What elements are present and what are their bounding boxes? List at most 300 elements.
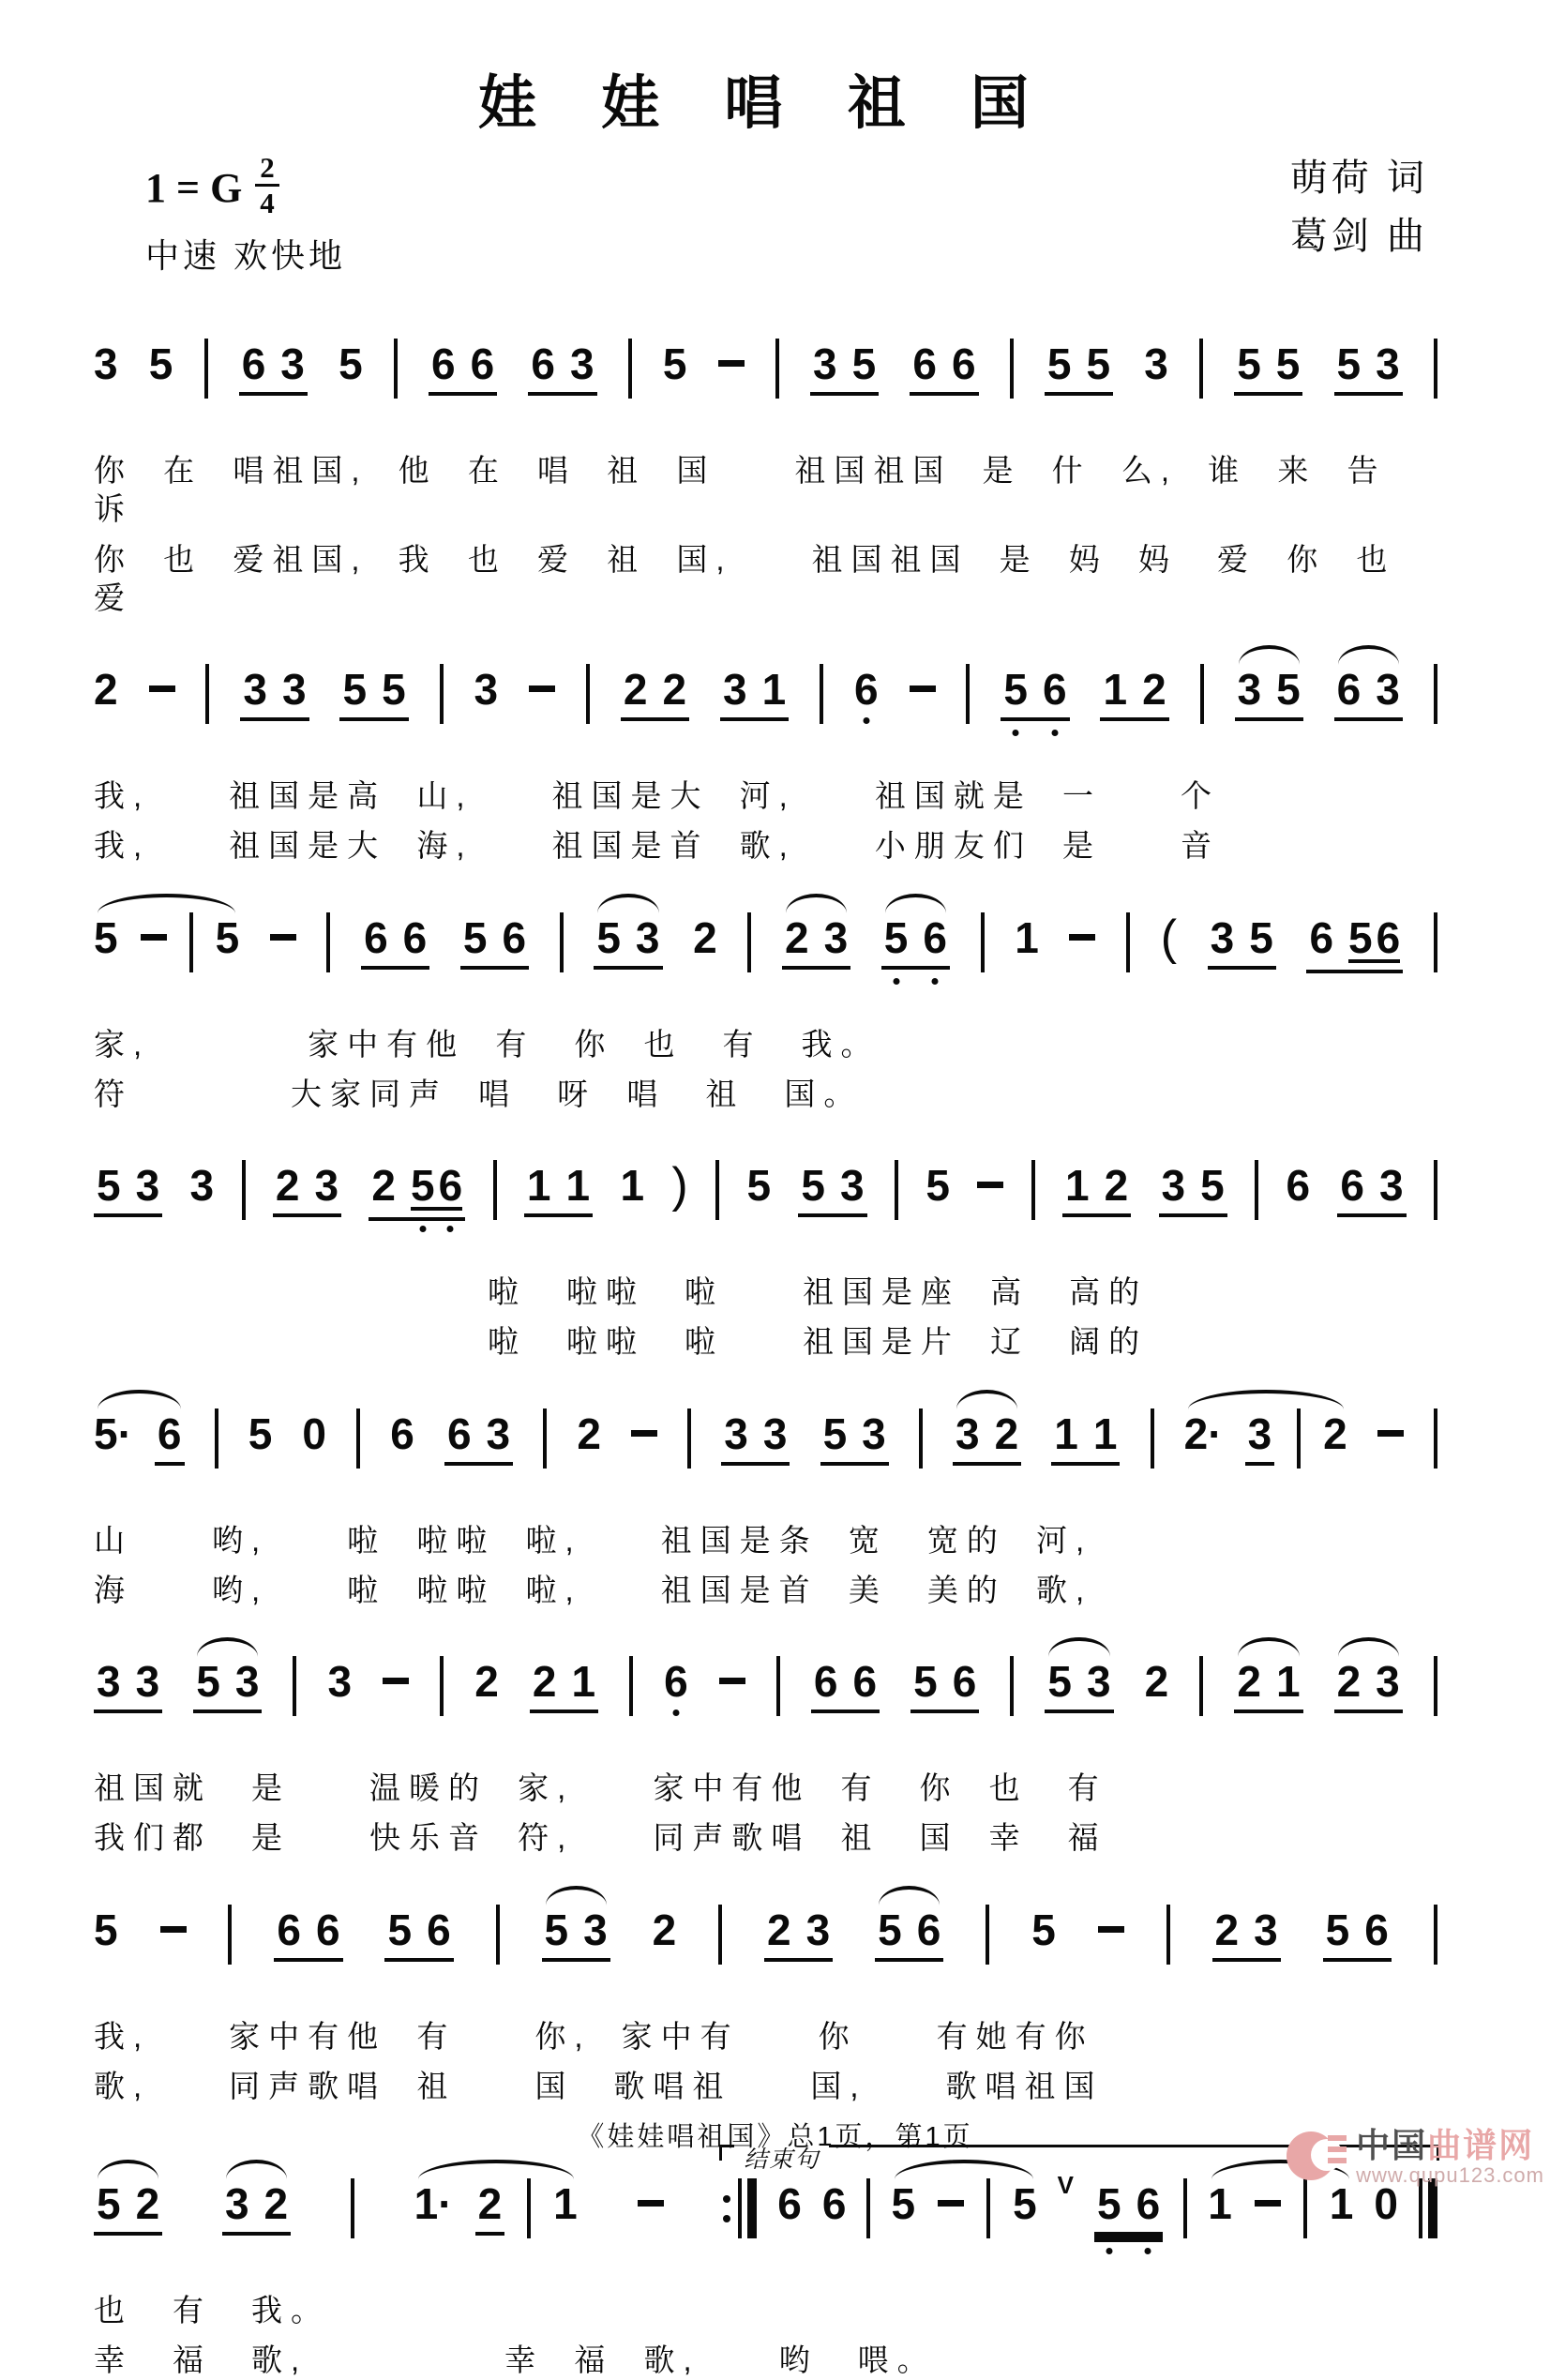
note: 6: [277, 1905, 301, 1954]
note: 1: [1015, 912, 1039, 962]
lyrics-line-2: 我, 祖国是大 海, 祖国是首 歌, 小朋友们 是 音: [94, 828, 1221, 864]
beam-group: [1208, 912, 1276, 970]
music-line: [94, 1632, 1437, 1757]
music-line: [94, 640, 1437, 765]
note: 5: [891, 2179, 916, 2228]
beam-group: [1334, 339, 1403, 396]
note: 6: [446, 1408, 472, 1458]
note: 3: [724, 1408, 748, 1458]
note: 3: [1087, 1657, 1111, 1706]
note: 6: [241, 339, 266, 388]
beam-group: [1245, 1408, 1275, 1466]
note: 5: [1336, 339, 1362, 388]
note: 3: [762, 1408, 788, 1458]
barline: [1183, 2178, 1187, 2238]
note: 5: [97, 2179, 121, 2228]
barline: [242, 1160, 246, 1220]
note: 3: [1210, 912, 1235, 962]
duration-dash: [1098, 1926, 1124, 1933]
logo-bars-shape: [1328, 2135, 1347, 2163]
barline: [560, 912, 564, 972]
beam-group: [798, 1161, 866, 1217]
beam-group: [193, 1657, 262, 1713]
note: 3: [135, 1657, 160, 1706]
note: 6: [502, 912, 527, 962]
note: 5: [97, 1161, 121, 1210]
note: 1: [565, 1161, 591, 1210]
note: 6: [364, 912, 388, 962]
site-name-primary: 中国: [1356, 2126, 1428, 2165]
tempo-marking: 中速 欢快地: [145, 236, 347, 275]
note: 6: [402, 912, 428, 962]
note: 0: [302, 1408, 327, 1458]
credits: [1290, 149, 1428, 265]
beam-group: [1051, 1408, 1120, 1466]
beam-group: [222, 2179, 291, 2236]
tie-slur-group: [891, 2179, 1037, 2238]
note: 6: [912, 339, 937, 388]
tie-slur-group: [94, 1408, 185, 1466]
duration-dash: [141, 934, 167, 941]
barline: [351, 2178, 354, 2238]
note: 6: [1043, 668, 1067, 711]
note: 2: [1323, 1408, 1347, 1458]
beam-group: [411, 1161, 463, 1211]
beam-group: [1334, 1657, 1403, 1713]
note: 6: [1336, 665, 1362, 714]
note: 6: [854, 668, 879, 711]
beam-group: [1045, 339, 1113, 396]
note: 5: [1348, 912, 1373, 962]
duration-dash: [270, 934, 296, 941]
lyricist-credit: 萌荷 词: [1289, 158, 1428, 199]
music-line: [94, 1880, 1437, 2006]
ending-label: 结束句: [734, 2141, 829, 2175]
note: 5: [1047, 1657, 1073, 1706]
tie-slur-group: [414, 2179, 578, 2238]
barline: [493, 1160, 497, 1220]
beam-group: [530, 1657, 598, 1713]
note: 5: [851, 339, 877, 388]
barline: [775, 339, 779, 399]
note: 1: [1103, 665, 1128, 714]
barline: [189, 912, 193, 972]
beam-group: [720, 665, 789, 721]
breath-mark: V: [1057, 2171, 1075, 2199]
watermark-text: [1356, 2127, 1544, 2187]
octave-dot: [672, 1710, 679, 1716]
time-signature-numerator: 2: [255, 153, 279, 187]
note: 2·: [1183, 1408, 1223, 1458]
barline: [966, 664, 970, 724]
note: 0: [1374, 2179, 1398, 2228]
note: 5: [387, 1905, 413, 1954]
beam-group: [528, 339, 596, 396]
note: 3: [224, 2179, 249, 2228]
note: 5: [94, 1905, 118, 1954]
note: 1: [620, 1161, 645, 1210]
beam-group: [239, 339, 308, 396]
barline: [440, 664, 444, 724]
barline: [687, 1408, 691, 1469]
lyrics-line-2: 符 大家同声 唱 呀 唱 祖 国。: [94, 1076, 864, 1111]
music-line: [94, 314, 1437, 440]
note: 6: [1309, 912, 1334, 962]
barline: [293, 1656, 296, 1716]
note: 2: [371, 1161, 396, 1210]
beam-group: [240, 665, 308, 721]
note: 6: [157, 1408, 182, 1458]
lyrics-line-2: 啦 啦啦 啦 祖国是片 辽 阔的: [94, 1324, 1149, 1360]
barline: [628, 339, 632, 399]
note: 5: [1046, 339, 1072, 388]
octave-dot: [419, 1226, 426, 1232]
beam-group: [1323, 1905, 1392, 1962]
note: 3: [281, 665, 307, 714]
parenthesis: ): [671, 1158, 688, 1213]
beam-group: [94, 1657, 162, 1713]
note: 2: [994, 1408, 1019, 1458]
duration-dash: [1377, 1430, 1404, 1437]
lyrics-line-1: 祖国就 是 温暖的 家, 家中有他 有 你 也 有: [94, 1770, 1107, 1805]
octave-dot: [893, 978, 899, 985]
barline: [1126, 912, 1130, 972]
lyrics-line-1: 也 有 我。: [94, 2293, 330, 2327]
note: 1: [1275, 1657, 1301, 1706]
note: 2: [1142, 665, 1166, 714]
beam-group: [369, 1161, 465, 1221]
lyrics-line-2: 你 也 爱祖国, 我 也 爱 祖 国, 祖国祖国 是 妈 妈 爱 你 也 爱: [94, 541, 1426, 615]
beam-group: [1159, 1161, 1227, 1217]
beam-group: [621, 665, 689, 721]
note: 6: [439, 1164, 463, 1207]
note: 3: [234, 1657, 260, 1706]
beam-group: [94, 2179, 162, 2236]
barline: [1010, 1656, 1014, 1716]
system: [94, 1880, 1437, 2106]
time-signature: [255, 153, 279, 218]
barline: [1434, 912, 1437, 972]
barline: [496, 1905, 500, 1965]
note: 5: [342, 665, 368, 714]
note: 1: [1054, 1408, 1078, 1458]
site-logo-icon: [1287, 2124, 1348, 2190]
beam-group: [429, 339, 497, 396]
beam-group: [594, 912, 662, 970]
note: 5: [248, 1408, 273, 1458]
duration-dash: [149, 685, 175, 692]
barline: [986, 2178, 990, 2238]
barline: [1199, 1656, 1203, 1716]
score-header: [94, 149, 1437, 290]
note: 5: [1086, 339, 1111, 388]
duration-dash: [383, 1678, 409, 1684]
score-title: 娃 娃 唱 祖 国: [478, 71, 1053, 136]
barline: [629, 1656, 633, 1716]
barline: [205, 664, 209, 724]
note: 2: [662, 665, 687, 714]
beam-group: [361, 912, 429, 970]
note: 6: [315, 1905, 340, 1954]
note: 5: [1003, 668, 1028, 711]
note: 1: [571, 1657, 596, 1706]
lyrics-line-1: 你 在 唱祖国, 他 在 唱 祖 国 祖国祖国 是 什 么, 谁 来 告 诉: [94, 453, 1417, 527]
beam-group: [810, 339, 879, 396]
note: 3: [97, 1657, 121, 1706]
barline: [1434, 1160, 1437, 1220]
note: 2: [623, 665, 648, 714]
note: 3: [583, 1905, 608, 1954]
note: 2: [1214, 1905, 1240, 1954]
note: 2: [275, 1161, 300, 1210]
barline: [394, 339, 398, 399]
note: 1: [1092, 1408, 1118, 1458]
note: 2: [577, 1408, 601, 1458]
note: 5: [878, 1905, 902, 1954]
note: 5: [1275, 339, 1301, 388]
barline: [776, 1656, 780, 1716]
lyrics-line-1: 我, 祖国是高 山, 祖国是大 河, 祖国就是 一 个: [94, 778, 1221, 813]
lyrics-line-1: 山 哟, 啦 啦啦 啦, 祖国是条 宽 宽的 河,: [94, 1522, 1093, 1558]
note: 5: [1013, 2179, 1037, 2228]
tie-slur-group: [1208, 2179, 1354, 2238]
barline: [981, 912, 985, 972]
beam-group: [721, 1408, 790, 1466]
beam-group: [811, 1657, 880, 1713]
octave-dot: [932, 978, 939, 985]
note: 1: [553, 2179, 578, 2228]
music-line: [94, 1136, 1437, 1261]
lyrics-line-2: 我们都 是 快乐音 符, 同声歌唱 祖 国 幸 福: [94, 1820, 1107, 1856]
note: 5: [662, 339, 687, 388]
beam-group: [460, 912, 529, 970]
beam-group: [274, 1905, 342, 1962]
note: 5: [596, 912, 621, 962]
duration-dash: [719, 1678, 745, 1684]
note: 5: [1276, 665, 1301, 714]
note: 5: [411, 1164, 435, 1207]
beam-group: [910, 339, 978, 396]
barline: [527, 2178, 531, 2238]
note: 5: [94, 912, 118, 962]
duration-dash: [160, 1926, 187, 1933]
note: 3: [1161, 1161, 1186, 1210]
system: [94, 1136, 1437, 1362]
barline: [440, 1656, 444, 1716]
note: 3: [1378, 1161, 1404, 1210]
octave-dot: [1145, 2248, 1151, 2254]
note: 6: [1340, 1161, 1364, 1210]
barline: [1434, 339, 1437, 399]
parenthesis: (: [1160, 910, 1178, 965]
beam-group: [475, 2179, 505, 2236]
note: 6: [470, 339, 495, 388]
note: 3: [280, 339, 305, 388]
barline: [1166, 1905, 1170, 1965]
barline: [820, 664, 823, 724]
beam-group: [875, 1905, 943, 1962]
octave-dot: [1051, 730, 1058, 736]
note: 5: [1237, 339, 1261, 388]
note: 2: [693, 912, 717, 962]
barline: [1434, 664, 1437, 724]
note: 5: [544, 1905, 569, 1954]
note: 5: [884, 916, 909, 959]
music-systems: [94, 314, 1437, 2380]
note: 1: [1208, 2179, 1232, 2228]
beam-group: [953, 1408, 1021, 1466]
beam-group: [1348, 912, 1401, 963]
beam-group: [524, 1161, 593, 1217]
note: 6: [952, 1657, 977, 1706]
note: 3: [1254, 1905, 1278, 1954]
beam-group: [1235, 665, 1303, 721]
tie-slur-group: [94, 912, 240, 972]
duration-dash: [638, 2200, 664, 2207]
note: 2: [1144, 1657, 1169, 1706]
system: [94, 640, 1437, 866]
system: [94, 314, 1437, 617]
note: 6: [431, 339, 456, 388]
octave-dot: [447, 1226, 454, 1232]
key-signature: 1 = G: [145, 165, 243, 211]
note: 6: [1286, 1161, 1311, 1210]
note: 2: [784, 912, 809, 962]
beam-group: [1100, 665, 1168, 721]
footer-page-info: 《娃娃唱祖国》总1页，第1页: [577, 2122, 973, 2152]
beam-group: [910, 1657, 979, 1713]
beam-group: [1337, 1161, 1406, 1217]
note: 3: [813, 339, 837, 388]
note: 3: [135, 1161, 160, 1210]
beam-group: [384, 1905, 453, 1962]
duration-dash: [718, 360, 745, 367]
note: 3: [1376, 339, 1400, 388]
barline: [747, 912, 751, 972]
note: 5: [382, 665, 406, 714]
note: 5: [925, 1161, 950, 1210]
barline: [1434, 1905, 1437, 1965]
site-name-secondary: 曲谱网: [1427, 2126, 1535, 2165]
barline: [1200, 664, 1204, 724]
watermark: [1287, 2124, 1544, 2190]
note: 2: [263, 2179, 289, 2228]
lyrics-line-2: 歌, 同声歌唱 祖 国 歌唱祖 国, 歌唱祖国: [94, 2068, 1104, 2103]
note: 5: [1200, 1161, 1225, 1210]
note: 2: [474, 1657, 499, 1706]
music-line: [94, 888, 1437, 1014]
note: 2: [135, 2179, 160, 2228]
note: 6: [390, 1408, 414, 1458]
beam-group: [1306, 912, 1403, 973]
barline: [1151, 1408, 1154, 1469]
note: 5·: [94, 1408, 132, 1458]
barline: [1297, 1408, 1301, 1469]
beam-group: [542, 1905, 610, 1962]
note: 3: [189, 1161, 215, 1210]
site-name: [1356, 2127, 1544, 2164]
beam-group: [1212, 1905, 1281, 1962]
system: [94, 888, 1437, 1114]
duration-dash: [938, 2200, 964, 2207]
beam-group: [820, 1408, 889, 1466]
note: 2: [652, 1905, 677, 1954]
note: 3: [722, 665, 747, 714]
system: [94, 1632, 1437, 1858]
barline: [1199, 339, 1203, 399]
beam-group: [881, 912, 950, 970]
time-signature-denominator: 4: [260, 187, 275, 219]
note: 1: [526, 1161, 551, 1210]
lyrics-line-1: 家, 家中有他 有 你 也 有 我。: [94, 1026, 880, 1062]
note: 3: [1144, 339, 1168, 388]
note: 1: [1329, 2179, 1354, 2228]
note: 5: [822, 1408, 848, 1458]
beam-group: [1234, 1657, 1302, 1713]
music-line: [94, 1384, 1437, 1510]
duration-dash: [529, 685, 555, 692]
note: 6: [916, 1905, 941, 1954]
site-url: www.qupu123.com: [1356, 2162, 1544, 2187]
ending-section: [723, 2147, 1437, 2238]
beam-group: [1094, 2179, 1163, 2236]
barline: [1434, 1408, 1437, 1469]
composer-credit: 葛剑 曲: [1289, 216, 1428, 257]
note: 3: [805, 1905, 831, 1954]
note: 3: [862, 1408, 886, 1458]
note: 6: [1376, 912, 1401, 962]
lyrics-line-2: 幸 福 歌, 幸 福 歌, 哟 喂。: [94, 2342, 937, 2378]
note: 6: [427, 1905, 451, 1954]
note: 3: [1237, 665, 1262, 714]
note: 5: [1097, 2182, 1121, 2225]
note: 3: [635, 912, 660, 962]
barline: [895, 1160, 898, 1220]
note: 2: [477, 2179, 503, 2228]
note: 3: [327, 1657, 353, 1706]
duration-dash: [1255, 2200, 1281, 2207]
system: [94, 2128, 1437, 2380]
barline: [1031, 1160, 1035, 1220]
barline: [215, 1408, 218, 1469]
beam-group: [444, 1408, 513, 1466]
note: 5: [1325, 1905, 1350, 1954]
note: 2: [94, 665, 118, 714]
note: 3: [314, 1161, 339, 1210]
barline: [715, 1160, 719, 1220]
octave-dot: [1106, 2248, 1112, 2254]
note: 6: [777, 2179, 802, 2228]
beam-group: [273, 1161, 341, 1217]
octave-dot: [863, 717, 869, 724]
barline: [1010, 339, 1014, 399]
note: 5: [339, 339, 363, 388]
note: 2: [532, 1657, 557, 1706]
beam-group: [94, 1161, 162, 1217]
note: 3: [474, 665, 499, 714]
note: 6: [1136, 2182, 1161, 2225]
note: 5: [148, 339, 173, 388]
note: 3: [823, 912, 849, 962]
beam-group: [1045, 1657, 1113, 1713]
beam-group: [764, 1905, 833, 1962]
note: 5: [196, 1657, 220, 1706]
barline: [326, 912, 330, 972]
note: 6: [923, 916, 947, 959]
note: 2: [1104, 1161, 1129, 1210]
note: 1: [1064, 1161, 1090, 1210]
lyrics-line-1: 啦 啦啦 啦 祖国是座 高 高的: [94, 1274, 1149, 1309]
